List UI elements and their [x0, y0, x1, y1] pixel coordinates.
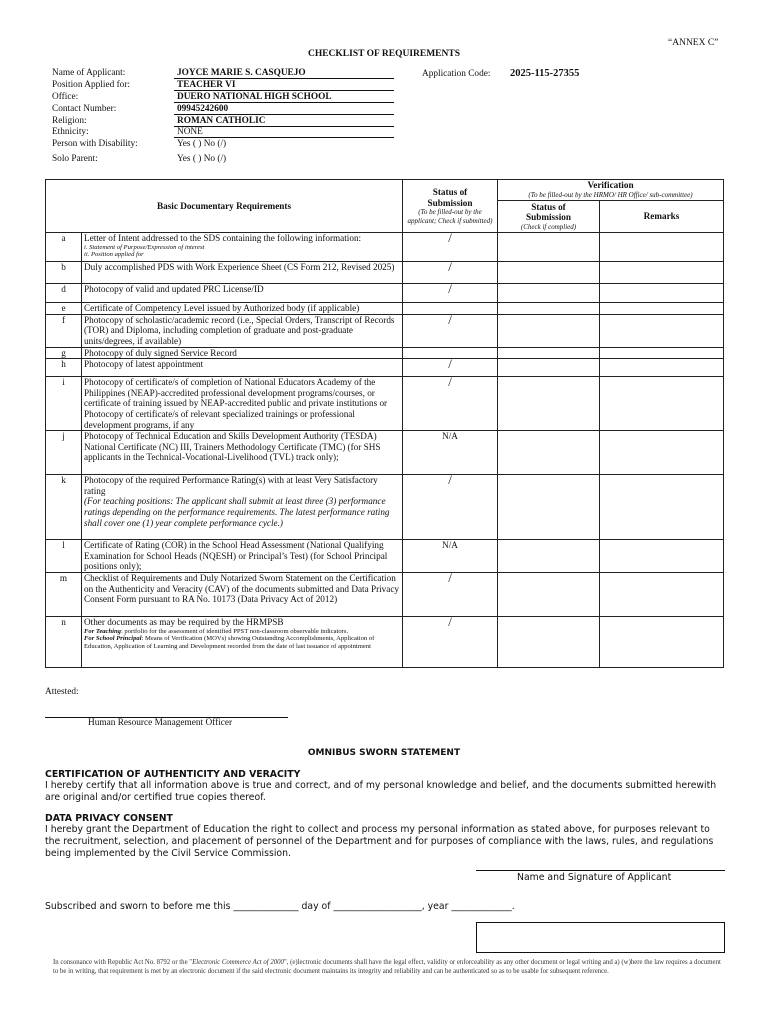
omnibus-heading: OMNIBUS SWORN STATEMENT: [307, 748, 461, 758]
requirement-main: Photocopy of duly signed Service Record: [84, 347, 237, 358]
requirement-main: Certificate of Rating (COR) in the School Head Assessment (National Qualifying Examination for School Heads (NQESH) or Principal’s Test) (for School Principal positions only);: [84, 540, 388, 572]
info-label: Contact Number:: [52, 104, 117, 114]
info-label: Solo Parent:: [52, 154, 98, 164]
verification-status-cell[interactable]: [498, 573, 600, 617]
row-letter: f: [46, 314, 82, 347]
table-row: [46, 573, 724, 617]
remarks-cell[interactable]: [600, 314, 724, 347]
requirements-header: Basic Documentary Requirements: [46, 180, 403, 233]
row-letter: j: [46, 431, 82, 475]
verification-status-cell[interactable]: [498, 617, 600, 668]
sworn-statement: Subscribed and sworn to before me this ______________ day of ___________________, year _____________.: [45, 901, 515, 912]
requirement-text: [82, 475, 403, 540]
verification-header: Verification (To be filled-out by the HRMO/ HR Office/ sub-committee): [498, 180, 724, 201]
info-value[interactable]: ROMAN CATHOLIC: [174, 116, 394, 127]
requirement-main: Checklist of Requirements and Duly Notarized Sworn Statement on the Certification on the Authenticity and Veracity (CAV) of the documents submitted and Data Privacy Consent Form pursuant to RA No. 10173 (Data Privacy Act of 2012): [84, 573, 400, 605]
requirement-main: Letter of Intent addressed to the SDS containing the following information:: [84, 233, 362, 243]
verification-status-cell[interactable]: [498, 284, 600, 303]
table-row: [46, 431, 724, 475]
verification-status-cell[interactable]: [498, 303, 600, 315]
remarks-cell[interactable]: [600, 475, 724, 540]
table-row: [46, 314, 724, 347]
requirement-text: [82, 617, 403, 668]
teaching-note: [84, 628, 400, 636]
remarks-cell[interactable]: [600, 540, 724, 573]
submission-status-cell[interactable]: N/A: [403, 540, 498, 573]
info-label: Ethnicity:: [52, 127, 89, 137]
remarks-cell[interactable]: [600, 359, 724, 377]
submission-status-cell[interactable]: /: [403, 359, 498, 377]
verification-status-cell[interactable]: [498, 431, 600, 475]
info-label: Position Applied for:: [52, 80, 130, 90]
requirement-text: [82, 233, 403, 262]
requirement-text: [82, 262, 403, 284]
teaching-text: : portfolio for the assessment of identified PPST non-classroom observable indicators.: [120, 627, 349, 635]
submission-status-cell[interactable]: /: [403, 617, 498, 668]
table-row: [46, 233, 724, 262]
requirement-main: Photocopy of certificate/s of completion of National Educators Academy of the Philippines (NEAP)-accredited professional development programs/courses, or certificate of training issued by NEAP-accredited public and private institutions or Photocopy of certificate/s of relevant specialized trainings or professional development programs, if any: [84, 377, 388, 430]
cav-heading: CERTIFICATION OF AUTHENTICITY AND VERACITY: [45, 769, 301, 780]
verification-status-cell[interactable]: [498, 540, 600, 573]
remarks-cell[interactable]: [600, 431, 724, 475]
hrmo-label: Human Resource Management Officer: [88, 718, 233, 728]
row-letter: k: [46, 475, 82, 540]
verification-status-cell[interactable]: [498, 347, 600, 359]
info-value[interactable]: JOYCE MARIE S. CASQUEJO: [174, 68, 394, 79]
table-row: [46, 540, 724, 573]
info-label: Name of Applicant:: [52, 68, 126, 78]
row-letter: a: [46, 233, 82, 262]
remarks-cell[interactable]: [600, 303, 724, 315]
application-code-value[interactable]: 2025-115-27355: [510, 68, 580, 79]
info-label: Religion:: [52, 116, 87, 126]
cav-text: I hereby certify that all information above is true and correct, and of my personal knowledge and belief, and the documents submitted herewith are original and/or certified true copies thereof.: [45, 780, 717, 803]
row-letter: m: [46, 573, 82, 617]
requirement-main: Photocopy of latest appointment: [84, 359, 204, 370]
row-letter: b: [46, 262, 82, 284]
verification-status-header: Status of Submission (Check if complied): [498, 201, 600, 233]
submission-status-cell[interactable]: /: [403, 314, 498, 347]
annex-label: “ANNEX C”: [668, 38, 719, 48]
applicant-signature-line: [476, 870, 725, 871]
verification-status-cell[interactable]: [498, 262, 600, 284]
remarks-cell[interactable]: [600, 617, 724, 668]
info-value[interactable]: Yes ( ) No (/): [177, 154, 227, 164]
requirement-note: i. Statement of Purpose/Expression of interest: [84, 243, 205, 251]
info-value[interactable]: NONE: [174, 127, 394, 138]
requirement-text: [82, 431, 403, 475]
info-value[interactable]: DUERO NATIONAL HIGH SCHOOL: [174, 92, 394, 103]
requirement-text: [82, 284, 403, 303]
requirement-italic-note: (For teaching positions: The applicant shall submit at least three (3) performance ratings depending on the performance requirements. The latest performance rating shall cover one (1) year complete performance cycle.): [84, 496, 390, 528]
verification-status-cell[interactable]: [498, 377, 600, 431]
requirement-main: Photocopy of valid and updated PRC License/ID: [84, 284, 264, 294]
info-label: Office:: [52, 92, 79, 102]
verification-status-cell[interactable]: [498, 359, 600, 377]
submission-status-cell[interactable]: /: [403, 262, 498, 284]
teaching-label: For Teaching: [84, 627, 121, 635]
verification-status-cell[interactable]: [498, 475, 600, 540]
row-letter: i: [46, 377, 82, 431]
requirement-main: Other documents as may be required by the HRMPSB: [84, 617, 284, 628]
requirement-main: Photocopy of scholastic/academic record (i.e., Special Orders, Transcript of Records (TOR) and Diploma, including completion of graduate and post-graduate units/degrees, if available): [84, 314, 395, 346]
submission-status-cell[interactable]: /: [403, 233, 498, 262]
submission-status-cell[interactable]: /: [403, 475, 498, 540]
row-letter: h: [46, 359, 82, 377]
table-row: [46, 303, 724, 315]
verification-status-cell[interactable]: [498, 233, 600, 262]
row-letter: g: [46, 347, 82, 359]
row-letter: n: [46, 617, 82, 668]
requirement-text: [82, 347, 403, 359]
signature-label: Name and Signature of Applicant: [517, 872, 672, 883]
remarks-cell[interactable]: [600, 233, 724, 262]
verification-status-cell[interactable]: [498, 314, 600, 347]
row-letter: e: [46, 303, 82, 315]
page-title: CHECKLIST OF REQUIREMENTS: [307, 49, 461, 59]
principal-label: For School Principal: [84, 635, 142, 643]
table-row: [46, 359, 724, 377]
requirement-text: [82, 377, 403, 431]
remarks-cell[interactable]: [600, 347, 724, 359]
requirement-note: ii. Position applied for: [84, 251, 144, 259]
remarks-cell[interactable]: [600, 573, 724, 617]
table-row: [46, 347, 724, 359]
remarks-header: Remarks: [600, 201, 724, 233]
row-letter: l: [46, 540, 82, 573]
table-row: [46, 475, 724, 540]
info-value[interactable]: 09945242600: [174, 104, 394, 115]
requirement-text: [82, 359, 403, 377]
submission-status-cell[interactable]: /: [403, 573, 498, 617]
notary-box[interactable]: [476, 922, 725, 953]
requirement-text: [82, 573, 403, 617]
attested-label: Attested:: [45, 687, 79, 697]
remarks-cell[interactable]: [600, 284, 724, 303]
submission-status-cell[interactable]: N/A: [403, 431, 498, 475]
footer-note: In consonance with Republic Act No. 8792 or the "Electronic Commerce Act of 2000", (e)lectronic documents shall have the legal effect, validity or enforceability as any other document or legal writing and a) (w)here the law requires a document to be in writing, that requirement is met by an electronic document if the said electronic document maintains its integrity and reliability and can be authenticated so as to be usable for subsequent reference.: [53, 959, 721, 975]
requirements-table: [45, 179, 724, 668]
requirement-main: Duly accomplished PDS with Work Experience Sheet (CS Form 212, Revised 2025): [84, 262, 395, 272]
table-row: [46, 377, 724, 431]
principal-text: : Means of Verification (MOVs) showing Outstanding Accomplishments, Application of Education, Application of Learning and Development recorded from the date of last issuance of appointment: [84, 635, 375, 650]
table-row: [46, 284, 724, 303]
requirement-main: Certificate of Competency Level issued by Authorized body (if applicable): [84, 303, 360, 313]
principal-note: [84, 635, 400, 650]
remarks-cell[interactable]: [600, 262, 724, 284]
privacy-text: I hereby grant the Department of Education the right to collect and process my personal information as stated above, for purposes relevant to the recruitment, selection, and placement of personnel of the Department and for purposes of compliance with the laws, rules, and regulations being implemented by the Civil Service Commission.: [45, 824, 714, 859]
requirement-text: [82, 303, 403, 315]
table-row: [46, 617, 724, 668]
requirement-main: Photocopy of the required Performance Rating(s) with at least Very Satisfactory rating: [84, 475, 378, 496]
info-value[interactable]: Yes ( ) No (/): [177, 139, 227, 149]
info-label: Person with Disability:: [52, 139, 138, 149]
requirement-text: [82, 540, 403, 573]
row-letter: d: [46, 284, 82, 303]
requirement-text: [82, 314, 403, 347]
table-row: [46, 262, 724, 284]
submission-status-cell[interactable]: /: [403, 377, 498, 431]
privacy-heading: DATA PRIVACY CONSENT: [45, 813, 173, 824]
status-header: Status of Submission (To be filled-out by the applicant; Check if submitted): [403, 180, 498, 233]
requirement-main: Photocopy of Technical Education and Skills Development Authority (TESDA) National Certificate (NC) III, Trainers Methodology Certificate (TMC) (for SHS applicants in the Technical-Vocational-Livelihood (TVL) track only);: [84, 431, 381, 463]
info-value[interactable]: TEACHER VI: [174, 80, 394, 91]
application-code-label: Application Code:: [422, 69, 491, 79]
remarks-cell[interactable]: [600, 377, 724, 431]
submission-status-cell[interactable]: /: [403, 284, 498, 303]
